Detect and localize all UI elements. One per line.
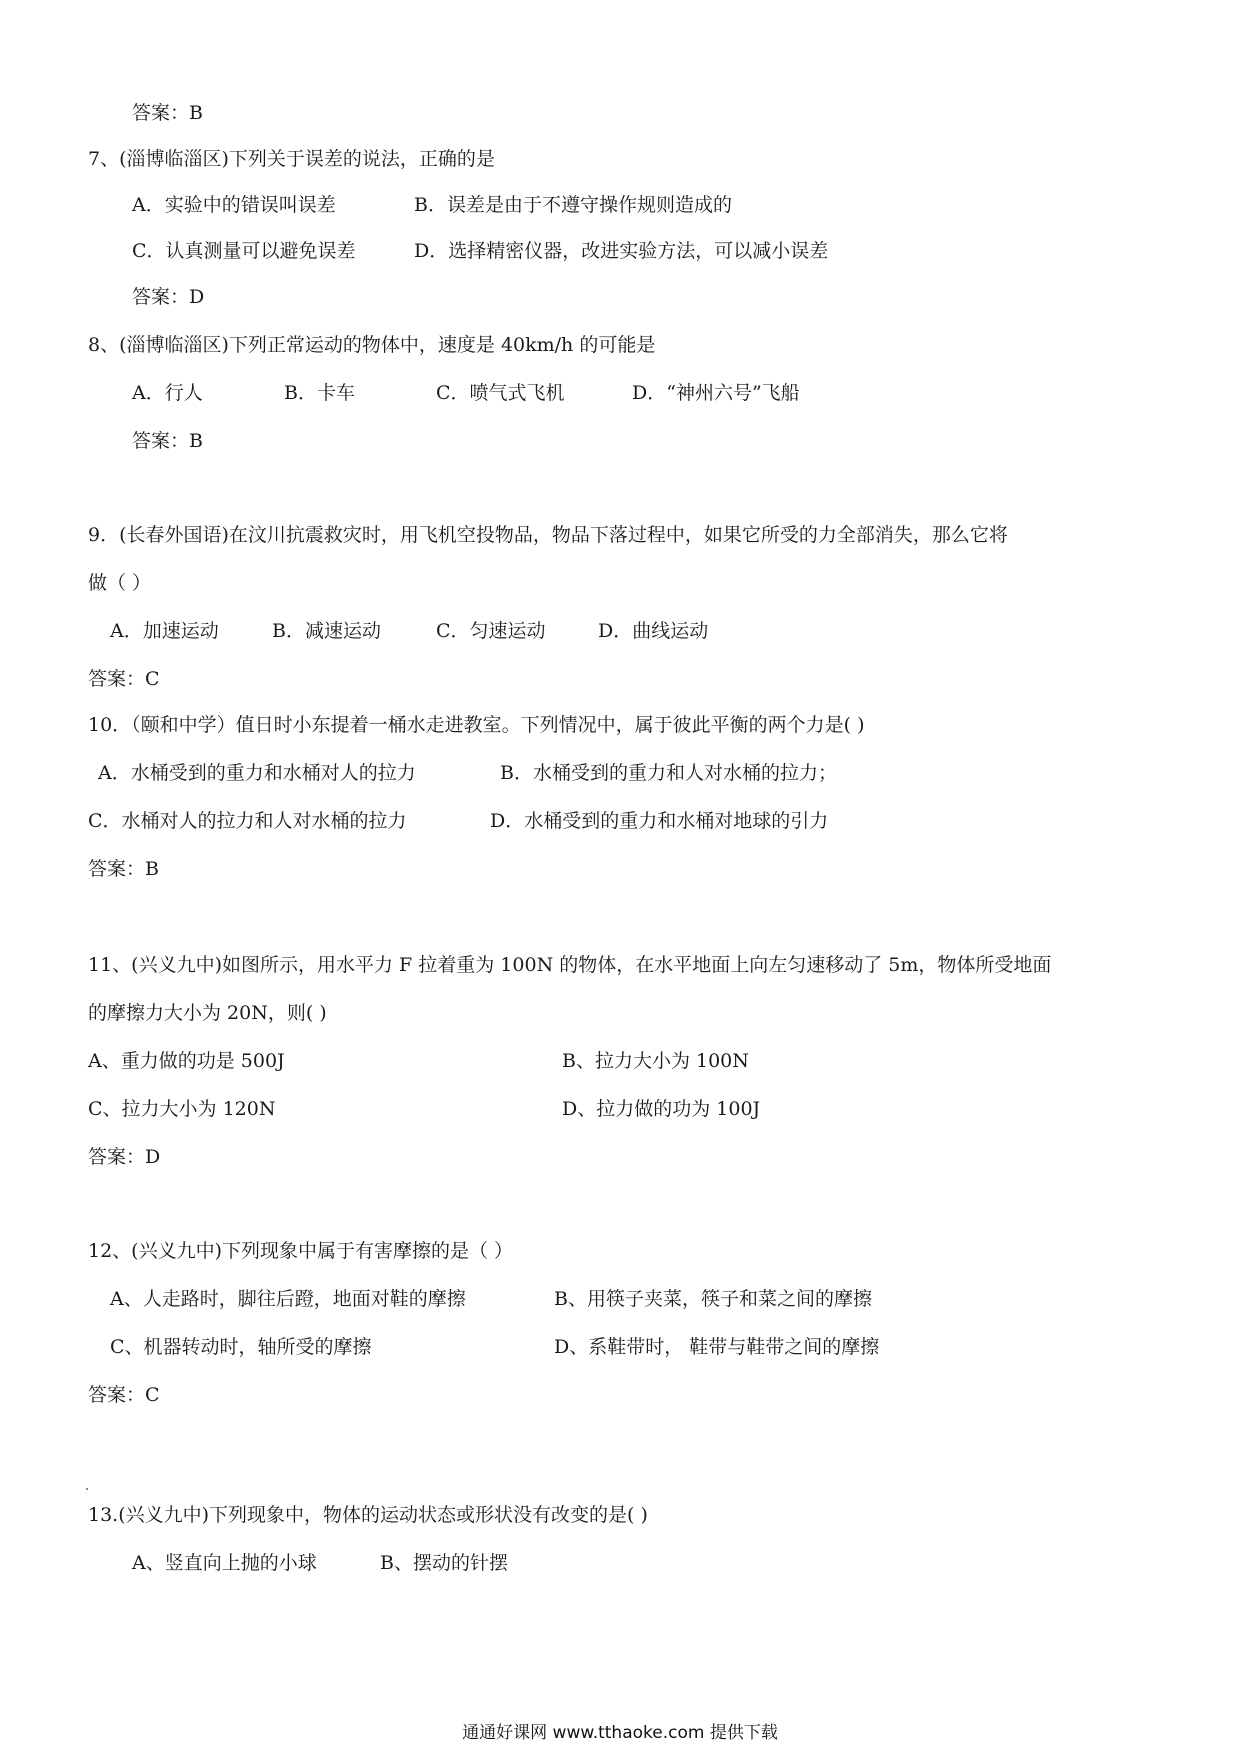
q7-stem: 7、(淄博临淄区)下列关于误差的说法，正确的是 — [88, 148, 495, 170]
q11-answer — [88, 1144, 160, 1170]
q7-option-c: C．认真测量可以避免误差 — [132, 240, 356, 262]
q9-stem-line2: 做（ ） — [88, 572, 152, 594]
q7-option-b: B．误差是由于不遵守操作规则造成的 — [414, 194, 732, 216]
q9-answer — [88, 666, 160, 692]
answer-label: 答案： — [132, 286, 190, 308]
page-footer: 通通好课网 www.tthaoke.com 提供下载 — [462, 1723, 778, 1743]
q6-answer — [132, 100, 203, 126]
q8-option-c: C．喷气式飞机 — [436, 382, 565, 404]
q8-answer — [132, 428, 203, 454]
answer-value: C — [145, 1384, 160, 1406]
answer-value: B — [189, 430, 203, 452]
q11-option-c: C、拉力大小为 120N — [88, 1098, 276, 1120]
q13-option-a: A、竖直向上抛的小球 — [132, 1552, 317, 1574]
q9-option-a: A．加速运动 — [110, 620, 219, 642]
answer-value: C — [145, 668, 160, 690]
q10-option-a: A．水桶受到的重力和水桶对人的拉力 — [98, 762, 416, 784]
q8-option-a: A．行人 — [132, 382, 203, 404]
q11-option-a: A、重力做的功是 500J — [88, 1050, 285, 1072]
q12-option-d: D、系鞋带时， 鞋带与鞋带之间的摩擦 — [554, 1336, 880, 1358]
q12-option-a: A、人走路时，脚往后蹬，地面对鞋的摩擦 — [110, 1288, 466, 1310]
answer-value: B — [145, 858, 159, 880]
q10-option-d: D．水桶受到的重力和水桶对地球的引力 — [490, 810, 829, 832]
q10-stem: 10．（颐和中学）值日时小东提着一桶水走进教室。下列情况中，属于彼此平衡的两个力是( ) — [88, 714, 865, 736]
q12-option-c: C、机器转动时，轴所受的摩擦 — [110, 1336, 372, 1358]
scan-speck — [86, 1488, 88, 1490]
q8-option-d: D．“神州六号”飞船 — [632, 382, 800, 404]
q13-stem: 13.(兴义九中)下列现象中，物体的运动状态或形状没有改变的是( ) — [88, 1504, 648, 1526]
q12-option-b: B、用筷子夹菜，筷子和菜之间的摩擦 — [554, 1288, 872, 1310]
q7-option-a: A．实验中的错误叫误差 — [132, 194, 336, 216]
answer-label: 答案： — [132, 430, 190, 452]
q10-option-b: B．水桶受到的重力和人对水桶的拉力； — [500, 762, 837, 784]
q8-option-b: B．卡车 — [284, 382, 355, 404]
answer-label: 答案： — [88, 858, 146, 880]
q12-answer — [88, 1382, 160, 1408]
q11-option-b: B、拉力大小为 100N — [562, 1050, 749, 1072]
q10-option-c: C．水桶对人的拉力和人对水桶的拉力 — [88, 810, 407, 832]
answer-label: 答案： — [132, 102, 190, 124]
q7-option-d: D．选择精密仪器，改进实验方法，可以减小误差 — [414, 240, 829, 262]
answer-value: D — [189, 286, 205, 308]
q9-option-d: D．曲线运动 — [598, 620, 709, 642]
q7-answer — [132, 284, 204, 310]
q11-stem-line2: 的摩擦力大小为 20N，则( ) — [88, 1002, 327, 1024]
q11-option-d: D、拉力做的功为 100J — [562, 1098, 761, 1120]
q11-stem-line1: 11、(兴义九中)如图所示，用水平力 F 拉着重为 100N 的物体，在水平地面上向左匀速移动了 5m，物体所受地面 — [88, 954, 1052, 976]
answer-label: 答案： — [88, 1146, 146, 1168]
q8-stem: 8、(淄博临淄区)下列正常运动的物体中，速度是 40km/h 的可能是 — [88, 334, 656, 356]
q12-stem: 12、(兴义九中)下列现象中属于有害摩擦的是（ ） — [88, 1240, 514, 1262]
q10-answer — [88, 856, 159, 882]
answer-value: D — [145, 1146, 161, 1168]
q13-option-b: B、摆动的针摆 — [380, 1552, 508, 1574]
answer-label: 答案： — [88, 1384, 146, 1406]
q9-option-c: C．匀速运动 — [436, 620, 546, 642]
q9-option-b: B．减速运动 — [272, 620, 381, 642]
q9-stem-line1: 9．(长春外国语)在汶川抗震救灾时，用飞机空投物品，物品下落过程中，如果它所受的力全部消失，那么它将 — [88, 524, 1008, 546]
answer-label: 答案： — [88, 668, 146, 690]
answer-value: B — [189, 102, 203, 124]
